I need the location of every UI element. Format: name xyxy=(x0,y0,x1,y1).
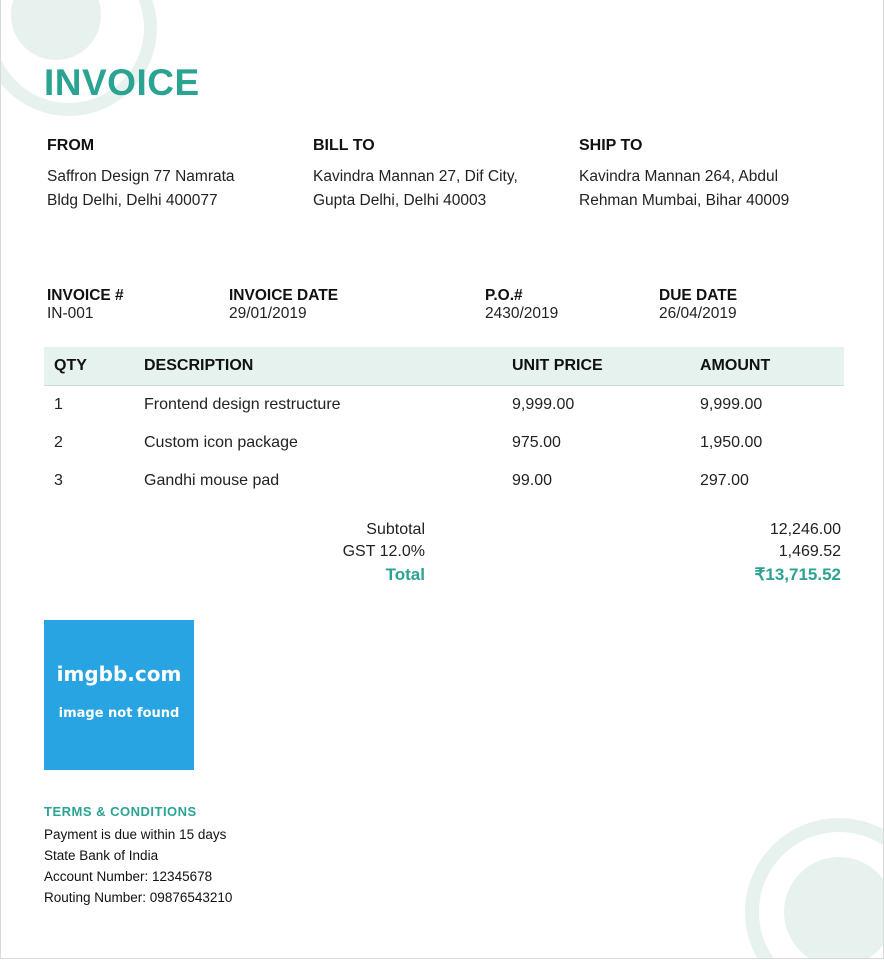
terms-line: Routing Number: 09876543210 xyxy=(44,890,233,905)
due-date-value: 26/04/2019 xyxy=(659,305,737,322)
subtotal-label: Subtotal xyxy=(366,521,425,538)
invoice-number-label: INVOICE # xyxy=(47,287,124,304)
terms-line: Account Number: 12345678 xyxy=(44,869,213,884)
terms-heading: TERMS & CONDITIONS xyxy=(44,804,197,819)
image-placeholder-message: image not found xyxy=(58,706,180,721)
ship-to-section xyxy=(579,137,799,213)
table-row xyxy=(44,424,844,462)
corner-decoration-bottom-right-fill xyxy=(784,857,884,959)
line-items-table xyxy=(44,347,844,500)
invoice-number-block xyxy=(47,287,124,323)
invoice-title: INVOICE xyxy=(44,62,200,103)
due-date-block xyxy=(659,287,737,323)
cell-qty: 3 xyxy=(54,472,63,489)
from-heading: FROM xyxy=(47,137,95,154)
image-placeholder xyxy=(44,620,194,770)
invoice-date-block xyxy=(229,287,338,323)
cell-unit-price: 9,999.00 xyxy=(512,396,575,413)
cell-description: Frontend design restructure xyxy=(144,396,341,413)
subtotal-value: 12,246.00 xyxy=(769,521,841,538)
po-number-value: 2430/2019 xyxy=(485,305,559,322)
invoice-number-value: IN-001 xyxy=(47,305,94,322)
cell-amount: 297.00 xyxy=(700,472,749,489)
invoice-date-value: 29/01/2019 xyxy=(229,305,307,322)
terms-line: State Bank of India xyxy=(44,848,159,863)
cell-amount: 1,950.00 xyxy=(700,434,763,451)
cell-qty: 1 xyxy=(54,396,63,413)
bill-to-section xyxy=(313,137,533,213)
header-unit-price: UNIT PRICE xyxy=(512,347,700,386)
totals-section xyxy=(44,521,844,591)
image-placeholder-brand: imgbb.com xyxy=(56,662,182,686)
table-row xyxy=(44,462,844,500)
bill-to-address: Kavindra Mannan 27, Dif City, Gupta Delhi, Delhi 40003 xyxy=(313,168,518,209)
table-row xyxy=(44,386,844,425)
invoice-date-label: INVOICE DATE xyxy=(229,287,339,304)
po-number-label: P.O.# xyxy=(485,287,523,304)
tax-value: 1,469.52 xyxy=(778,543,841,560)
cell-qty: 2 xyxy=(54,434,63,451)
tax-label: GST 12.0% xyxy=(342,543,425,560)
header-qty: QTY xyxy=(44,347,144,386)
total-value: ₹13,715.52 xyxy=(754,565,841,584)
ship-to-address: Kavindra Mannan 264, Abdul Rehman Mumbai, Bihar 40009 xyxy=(579,168,790,209)
cell-unit-price: 975.00 xyxy=(512,434,561,451)
subtotal-row xyxy=(44,521,844,543)
from-address: Saffron Design 77 Namrata Bldg Delhi, Delhi 400077 xyxy=(47,168,235,209)
header-description: DESCRIPTION xyxy=(144,347,512,386)
cell-description: Gandhi mouse pad xyxy=(144,472,280,489)
ship-to-heading: SHIP TO xyxy=(579,137,643,154)
cell-unit-price: 99.00 xyxy=(512,472,553,489)
tax-row xyxy=(44,543,844,565)
table-header-row xyxy=(44,347,844,386)
po-number-block xyxy=(485,287,558,323)
due-date-label: DUE DATE xyxy=(659,287,738,304)
header-amount: AMOUNT xyxy=(700,347,844,386)
terms-line: Payment is due within 15 days xyxy=(44,827,227,842)
total-label: Total xyxy=(385,565,425,584)
terms-section xyxy=(44,804,232,908)
bill-to-heading: BILL TO xyxy=(313,137,375,154)
cell-amount: 9,999.00 xyxy=(700,396,763,413)
from-section xyxy=(47,137,267,213)
cell-description: Custom icon package xyxy=(144,434,298,451)
total-row xyxy=(44,565,844,591)
